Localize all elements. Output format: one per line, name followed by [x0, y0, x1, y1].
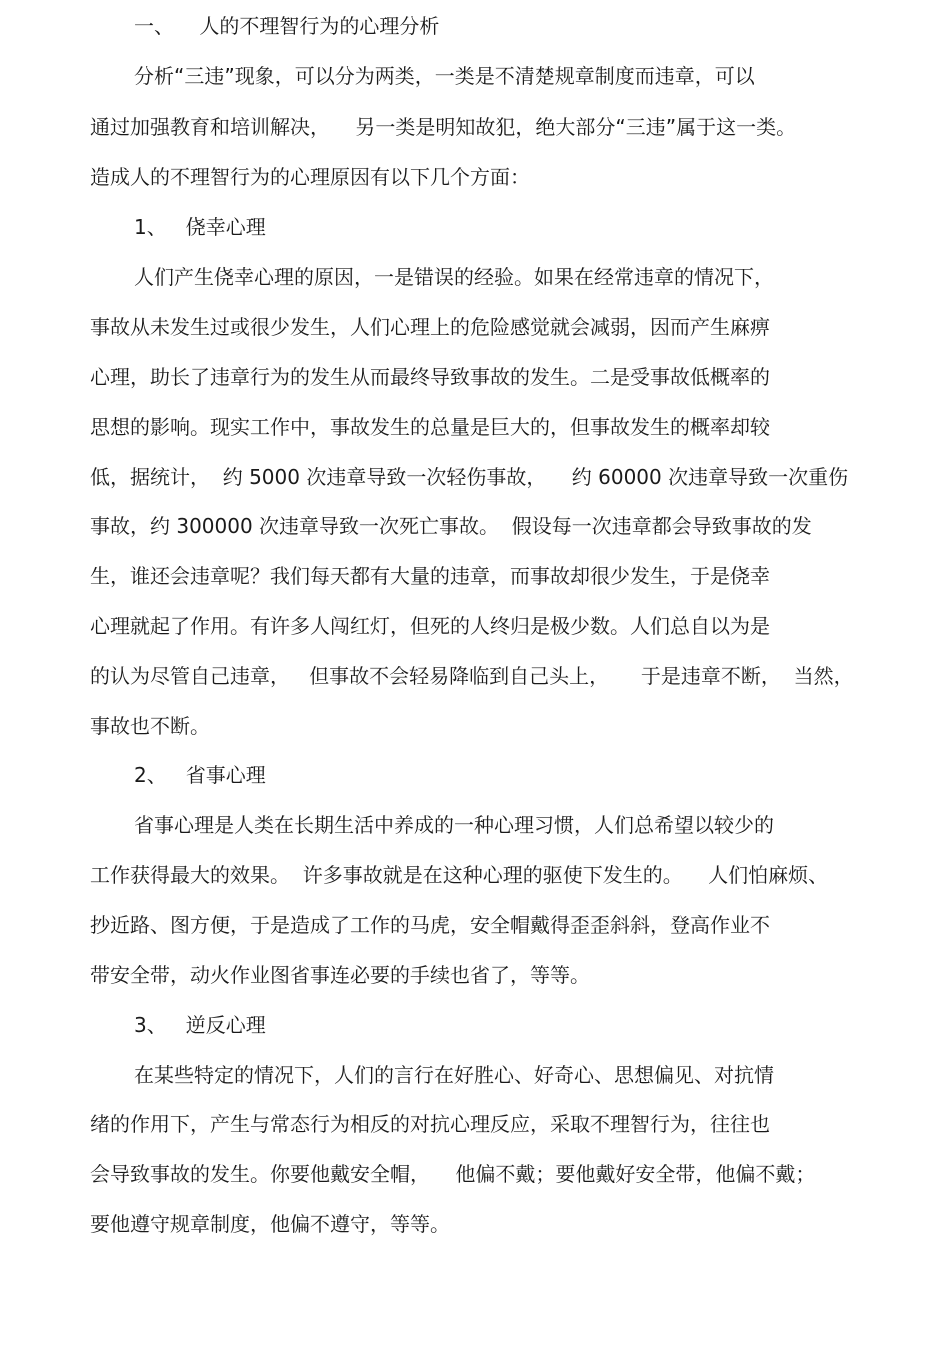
subsection-heading: 3、 逆反心理: [134, 1013, 266, 1037]
paragraph-line: 工作获得最大的效果。 许多事故就是在这种心理的驱使下发生的。 人们怕麻烦、: [90, 863, 829, 887]
paragraph-line: 绪的作用下，产生与常态行为相反的对抗心理反应，采取不理智行为，往往也: [90, 1112, 770, 1136]
paragraph-line: 通过加强教育和培训解决， 另一类是明知故犯，绝大部分“三违”属于这一类。: [90, 115, 797, 139]
paragraph-line: 思想的影响。现实工作中，事故发生的总量是巨大的，但事故发生的概率却较: [90, 415, 770, 439]
paragraph-line: 事故也不断。: [90, 714, 210, 738]
paragraph-line: 人们产生侥幸心理的原因，一是错误的经验。如果在经常违章的情况下，: [134, 265, 774, 289]
paragraph-line: 低，据统计， 约 5000 次违章导致一次轻伤事故， 约 60000 次违章导致一次重伤: [90, 465, 849, 489]
paragraph-line: 的认为尽管自己违章， 但事故不会轻易降临到自己头上， 于是违章不断， 当然，: [90, 664, 854, 688]
paragraph-line: 生，谁还会违章呢？我们每天都有大量的违章，而事故却很少发生，于是侥幸: [90, 564, 770, 588]
paragraph-line: 造成人的不理智行为的心理原因有以下几个方面：: [90, 165, 530, 189]
section-heading: 一、 人的不理智行为的心理分析: [134, 14, 440, 38]
paragraph-line: 事故，约 300000 次违章导致一次死亡事故。 假设每一次违章都会导致事故的发: [90, 514, 812, 538]
subsection-heading: 1、 侥幸心理: [134, 215, 266, 239]
paragraph-line: 心理，助长了违章行为的发生从而最终导致事故的发生。二是受事故低概率的: [90, 365, 770, 389]
paragraph-line: 带安全带，动火作业图省事连必要的手续也省了，等等。: [90, 963, 590, 987]
subsection-heading: 2、 省事心理: [134, 763, 266, 787]
paragraph-line: 要他遵守规章制度，他偏不遵守，等等。: [90, 1212, 450, 1236]
paragraph-line: 心理就起了作用。有许多人闯红灯，但死的人终归是极少数。人们总自以为是: [90, 614, 770, 638]
paragraph-line: 事故从未发生过或很少发生，人们心理上的危险感觉就会减弱，因而产生麻痹: [90, 315, 770, 339]
paragraph-line: 分析“三违”现象，可以分为两类，一类是不清楚规章制度而违章，可以: [134, 64, 755, 88]
paragraph-line: 抄近路、图方便，于是造成了工作的马虎，安全帽戴得歪歪斜斜，登高作业不: [90, 913, 770, 937]
paragraph-line: 省事心理是人类在长期生活中养成的一种心理习惯，人们总希望以较少的: [134, 813, 774, 837]
paragraph-line: 在某些特定的情况下，人们的言行在好胜心、好奇心、思想偏见、对抗情: [134, 1063, 774, 1087]
paragraph-line: 会导致事故的发生。你要他戴安全帽， 他偏不戴；要他戴好安全带，他偏不戴；: [90, 1162, 816, 1186]
